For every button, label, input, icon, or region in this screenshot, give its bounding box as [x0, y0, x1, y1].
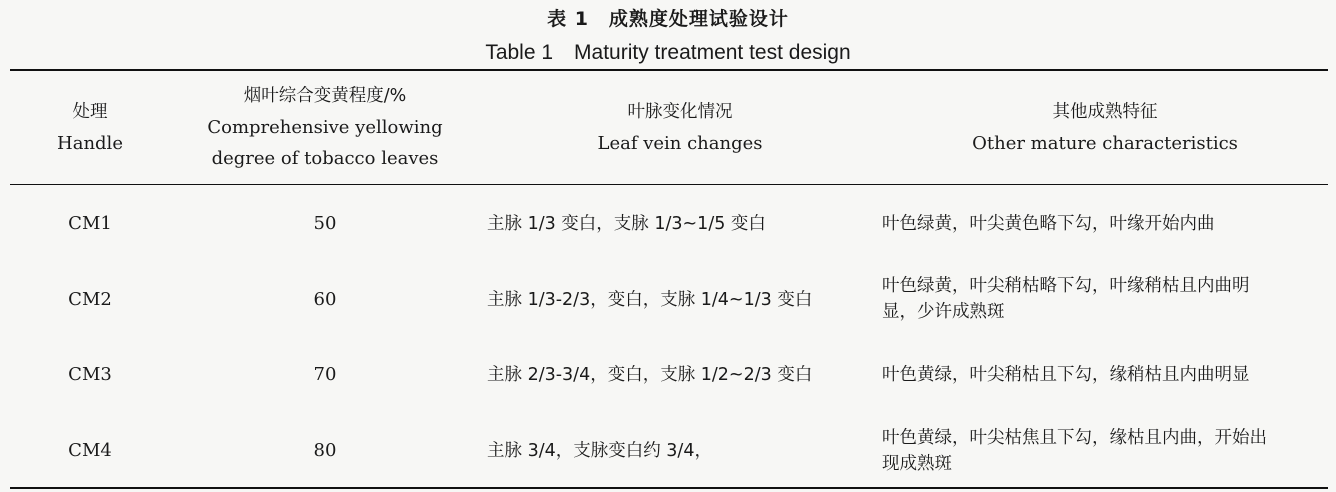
cell-handle: CM1	[68, 213, 112, 234]
cell-yellowing: 80	[313, 440, 337, 461]
header-yellowing	[170, 81, 480, 174]
header-yellowing-cn: 烟叶综合变黄程度/%	[243, 86, 407, 106]
cell-other-line-2: 显，少许成熟斑	[882, 302, 1005, 322]
cell-other: 叶色绿黄，叶尖黄色略下勾，叶缘开始内曲	[882, 214, 1215, 234]
cell-other-line-2: 现成熟斑	[882, 454, 952, 474]
header-other-en: Other mature characteristics	[972, 133, 1238, 154]
table-title-cn: 表 1 成熟度处理试验设计	[547, 8, 789, 30]
cell-vein: 主脉 2/3-3/4，变白，支脉 1/2~2/3 变白	[487, 365, 813, 385]
header-other-cn: 其他成熟特征	[1052, 102, 1158, 122]
cell-vein: 主脉 3/4，支脉变白约 3/4，	[487, 441, 712, 461]
cell-handle: CM2	[68, 289, 112, 310]
cell-other: 叶色黄绿，叶尖稍枯且下勾，缘稍枯且内曲明显	[882, 365, 1250, 385]
bottom-rule	[10, 487, 1328, 489]
header-rule	[10, 184, 1328, 185]
cell-yellowing: 70	[313, 364, 337, 385]
cell-handle: CM3	[68, 364, 112, 385]
header-vein-cn: 叶脉变化情况	[627, 102, 733, 122]
cell-yellowing: 50	[313, 213, 337, 234]
cell-yellowing: 60	[313, 289, 337, 310]
header-handle-en: Handle	[57, 133, 123, 154]
header-yellowing-en-2: degree of tobacco leaves	[211, 148, 439, 169]
cell-vein: 主脉 1/3 变白，支脉 1/3~1/5 变白	[487, 214, 766, 234]
cell-vein: 主脉 1/3-2/3，变白，支脉 1/4~1/3 变白	[487, 290, 813, 310]
header-handle	[30, 97, 150, 159]
table-title-en: Table 1 Maturity treatment test design	[485, 41, 851, 64]
header-vein	[540, 97, 820, 159]
cell-handle: CM4	[68, 440, 112, 461]
top-rule	[10, 69, 1328, 71]
header-other	[940, 97, 1270, 159]
cell-other-line-1: 叶色黄绿，叶尖枯焦且下勾，缘枯且内曲，开始出	[882, 428, 1267, 448]
cell-other	[882, 425, 1332, 477]
header-vein-en: Leaf vein changes	[597, 133, 763, 154]
cell-other	[882, 273, 1332, 325]
header-yellowing-en-1: Comprehensive yellowing	[207, 117, 443, 138]
cell-other-line-1: 叶色绿黄，叶尖稍枯略下勾，叶缘稍枯且内曲明	[882, 276, 1250, 296]
header-handle-cn: 处理	[72, 102, 108, 122]
